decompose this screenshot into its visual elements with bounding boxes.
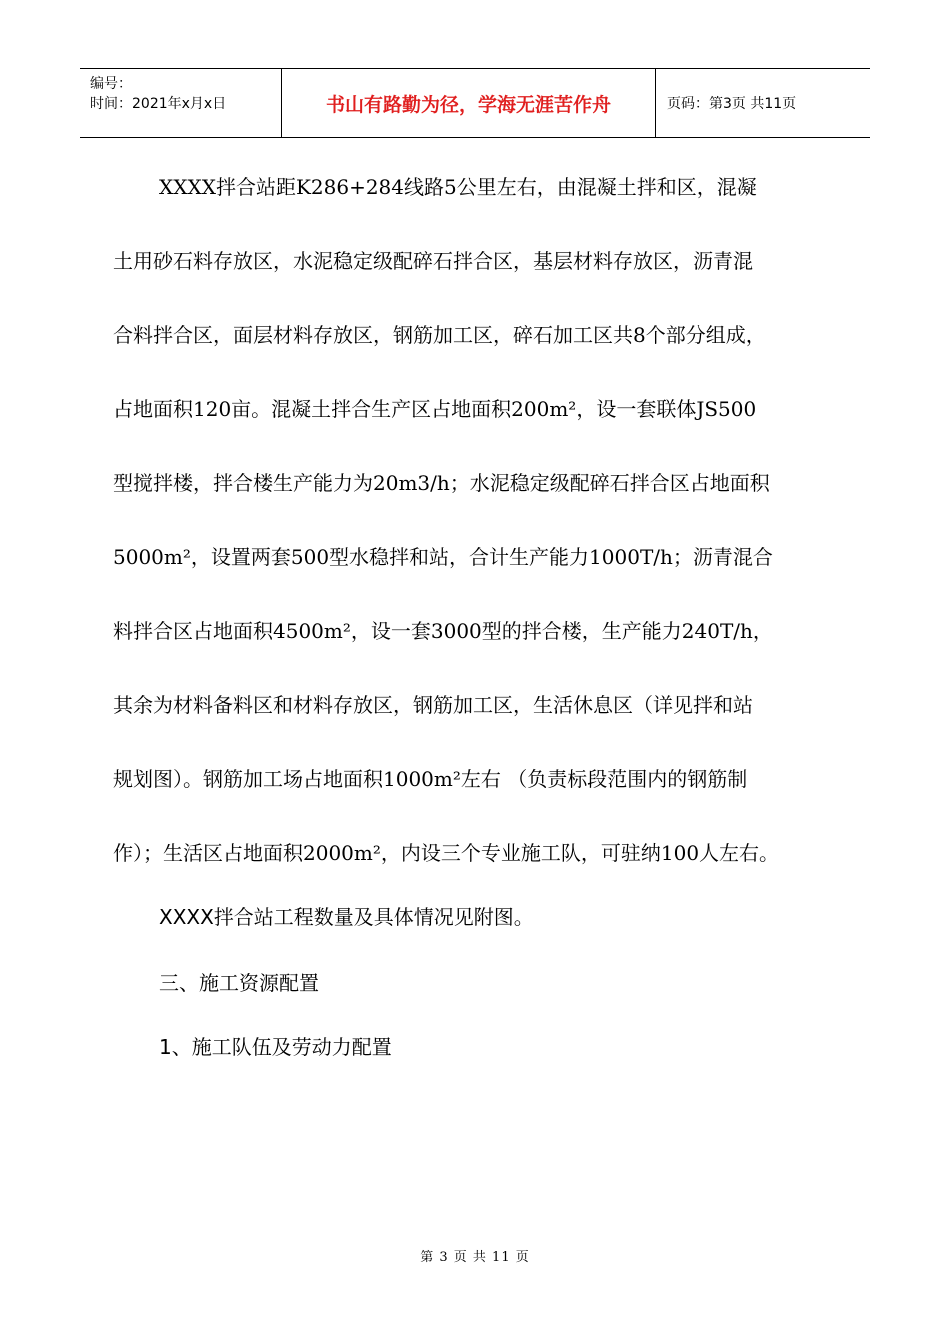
paragraph-line: 占地面积120亩。混凝土拌合生产区占地面积200m²，设一套联体JS500: [113, 397, 757, 421]
body-paragraph-1: [113, 150, 853, 890]
paragraph-line: 规划图）。钢筋加工场占地面积1000m²左右 （负责标段范围内的钢筋制: [113, 767, 748, 791]
paragraph-line: 料拌合区占地面积4500m²，设一套3000型的拌合楼，生产能力240T/h，: [113, 619, 773, 643]
paragraph-line: 型搅拌楼，拌合楼生产能力为20m3/h；水泥稳定级配碎石拌合区占地面积: [113, 471, 770, 495]
header-motto: 书山有路勤为径，学海无涯苦作舟: [325, 93, 611, 116]
body-paragraph-2: [113, 880, 853, 954]
paragraph-line: 其余为材料备料区和材料存放区，钢筋加工区，生活休息区（详见拌和站: [113, 693, 753, 717]
paragraph-line: 作）；生活区占地面积2000m²，内设三个专业施工队，可驻纳100人左右。: [113, 841, 780, 865]
paragraph-line: XXXX拌合站距K286+284线路5公里左右，由混凝土拌和区，混凝: [159, 175, 757, 199]
heading-3: 三、施工资源配置: [159, 971, 319, 995]
paragraph-line: 土用砂石料存放区，水泥稳定级配碎石拌合区，基层材料存放区，沥青混: [113, 249, 753, 273]
subheading-1: 1、施工队伍及劳动力配置: [159, 1035, 392, 1059]
paragraph-line: XXXX拌合站工程数量及具体情况见附图。: [159, 905, 534, 929]
section-heading: [113, 946, 853, 1020]
page-footer: 第 3 页 共 11 页: [420, 1250, 530, 1265]
header-meta-cell: [80, 69, 281, 137]
header-page-cell: [655, 69, 870, 137]
number-label: 编号：: [90, 76, 132, 92]
time-label: 时间：2021年x月x日: [90, 96, 227, 112]
header-page-info: 页码：第3页 共11页: [667, 96, 797, 112]
page-header: [80, 68, 870, 138]
subsection-heading: [113, 1010, 853, 1084]
paragraph-line: 5000m²，设置两套500型水稳拌和站，合计生产能力1000T/h；沥青混合: [113, 545, 773, 569]
header-motto-cell: [281, 69, 656, 137]
paragraph-line: 合料拌合区，面层材料存放区，钢筋加工区，碎石加工区共8个部分组成，: [113, 323, 766, 347]
